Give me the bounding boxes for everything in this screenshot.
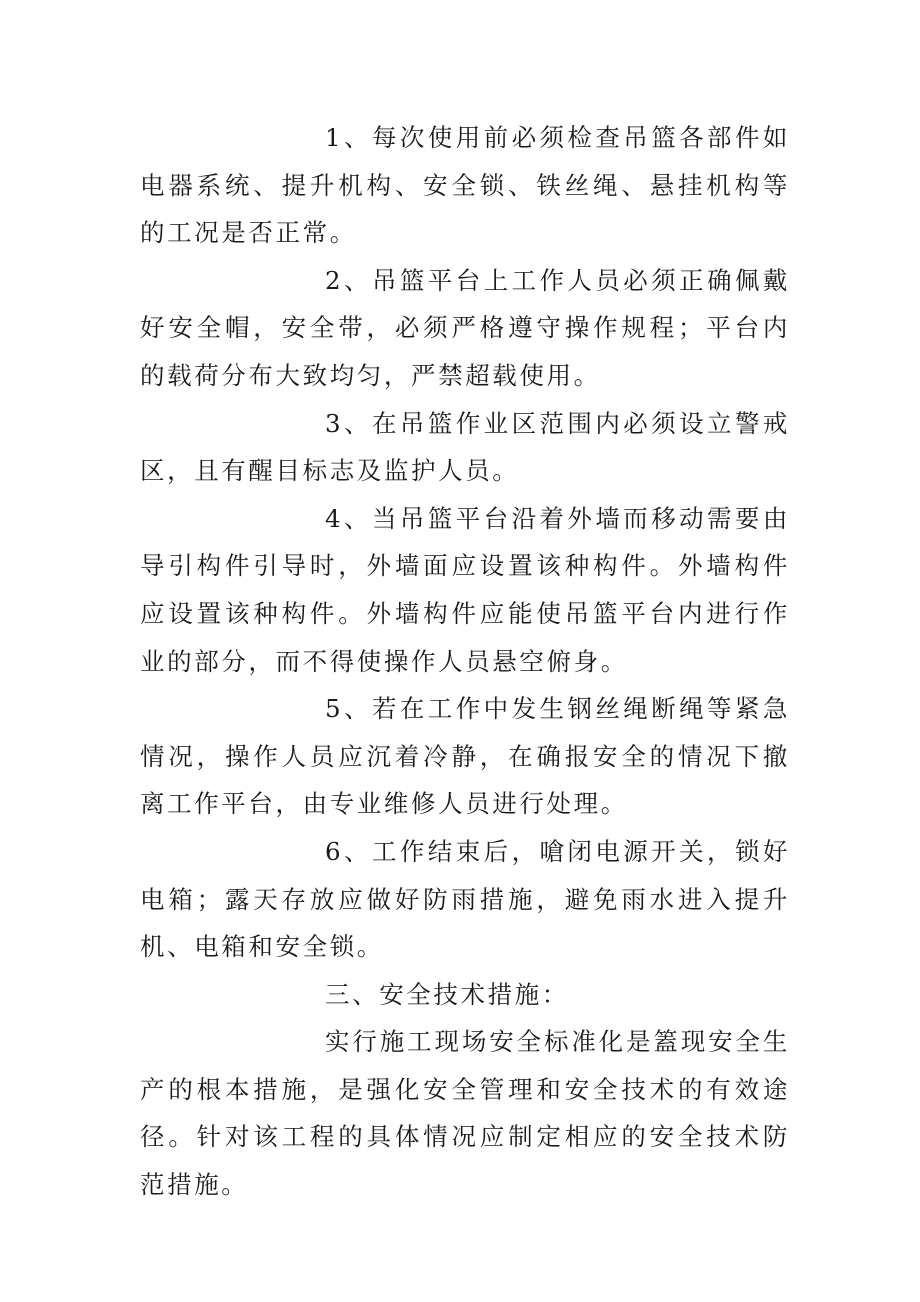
paragraph-item-1: 1、每次使用前必须检查吊篮各部件如电器系统、提升机构、安全锁、铁丝绳、悬挂机构等的工况是否正常。 xyxy=(140,123,790,248)
paragraph-item-4: 4、当吊篮平台沿着外墙而移动需要由导引构件引导时，外墙面应设置该种构件。外墙构件应设置该种构件。外墙构件应能使吊篮平台内进行作业的部分，而不得使操作人员悬空俯身。 xyxy=(140,503,790,676)
paragraph-item-2: 2、吊篮平台上工作人员必须正确佩戴好安全帽，安全带，必须严格遵守操作规程；平台内的载荷分布大致均匀，严禁超载使用。 xyxy=(140,265,790,390)
paragraph-item-6: 6、工作结束后，嗆闭电源开关，锁好电箱；露天存放应做好防雨措施，避免雨水进入提升机、电箱和安全锁。 xyxy=(140,836,790,962)
document-body xyxy=(140,114,790,1209)
paragraph-item-3: 3、在吊篮作业区范围内必须设立警戒区，且有醒目标志及监护人员。 xyxy=(140,408,790,486)
closing-paragraph: 实行施工现场安全标准化是篕现安全生产的根本措施，是强化安全管理和安全技术的有效途径。针对该工程的具体情况应制定相应的安全技术防范措施。 xyxy=(140,1027,790,1200)
paragraph-item-5: 5、若在工作中发生钢丝绳断绳等紧急情况，操作人员应沉着冷静，在确报安全的情况下撤离工作平台，由专业维修人员进行处理。 xyxy=(140,694,790,819)
section-heading: 三、安全技术措施： xyxy=(325,979,569,1009)
